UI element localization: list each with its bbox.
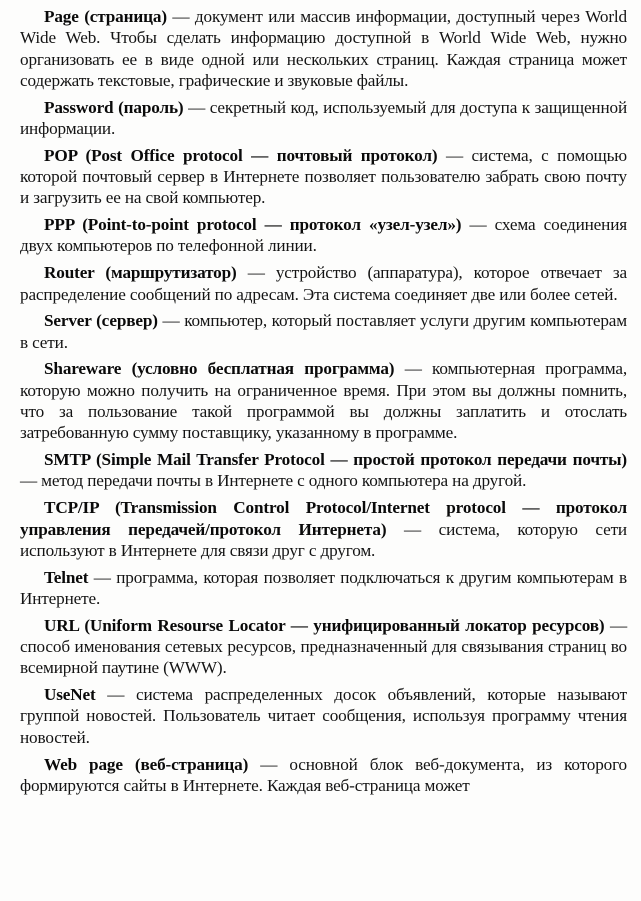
glossary-entry-router [20,262,627,305]
glossary-definition: — секретный код, используемый для доступа к защищенной информации. [20,97,628,138]
glossary-definition: — схема соединения двух компьютеров по телефонной линии. [20,215,628,256]
glossary-entry-telnet [20,567,627,610]
glossary-term: Password (пароль) [44,97,184,117]
glossary-entries [20,6,627,796]
glossary-term: SMTP (Simple Mail Transfer Protocol — простой протокол передачи почты) [44,450,627,470]
glossary-entry-smtp [20,449,627,492]
glossary-term: Telnet [44,567,89,587]
glossary-entry-page [20,6,627,91]
glossary-definition: — система, с помощью которой почтовый сервер в Интернете позволяет пользователю забрать свою почту и загрузить ее на свой компьютер. [20,145,627,208]
glossary-entry-usenet [20,684,627,748]
glossary-term: URL (Uniform Resourse Locator — унифицированный локатор ресурсов) [44,615,605,635]
glossary-term: POP (Post Office protocol — почтовый протокол) [44,145,438,165]
glossary-definition: — система распределенных досок объявлений, которые называют группой новостей. Пользователь читает сообщения, используя программу чтения новостей. [20,685,627,747]
glossary-entry-url [20,615,627,679]
glossary-entry-shareware [20,358,627,443]
glossary-definition: — компьютерная программа, которую можно получить на ограниченное время. При этом вы должны помнить, что за пользование такой программой вы должны заплатить и отослать затребованную сумму поставщику, указанному в программе. [20,359,627,443]
glossary-term: Shareware (условно бесплатная программа) [44,359,395,379]
glossary-term: PPP (Point-to-point protocol — протокол «узел-узел») [44,215,462,235]
glossary-entry-web-page [20,754,627,797]
glossary-entry-pop [20,145,627,209]
glossary-entry-tcp-ip [20,497,627,561]
glossary-definition: — способ именования сетевых ресурсов, предназначенный для связывания страниц во всемирной паутине (WWW). [20,615,627,678]
glossary-definition: — устройство (аппаратура), которое отвечает за распределение сообщений по адресам. Эта система соединяет две или более сетей. [20,263,627,304]
glossary-term: TCP/IP (Transmission Control Protocol/Internet protocol — протокол управления передачей/протокол Интернета) [20,498,627,539]
glossary-entry-ppp [20,214,627,257]
glossary-definition: — компьютер, который поставляет услуги другим компьютерам в сети. [20,311,627,352]
glossary-entry-password [20,97,627,140]
glossary-definition: — программа, которая позволяет подключаться к другим компьютерам в Интернете. [20,567,627,608]
glossary-entry-server [20,310,627,353]
glossary-term: Server (сервер) [44,311,158,331]
glossary-term: Page (страница) [44,7,167,26]
glossary-term: Router (маршрутизатор) [44,263,237,283]
glossary-term: UseNet [44,685,96,705]
glossary-definition: — документ или массив информации, доступный через World Wide Web. Чтобы сделать информацию доступной в World Wide Web, нужно организовать ее в виде одной или нескольких страниц. Каждая страница может содержать текстовые, графические и звуковые файлы. [20,7,627,90]
glossary-definition: — основной блок веб-документа, из которого формируются сайты в Интернете. Каждая веб-страница может [20,754,628,795]
glossary-definition: — метод передачи почты в Интернете с одного компьютера на другой. [20,471,527,491]
glossary-term: Web page (веб-страница) [44,754,249,774]
glossary-definition: — система, которую сети используют в Интернете для связи друг с другом. [20,519,627,560]
